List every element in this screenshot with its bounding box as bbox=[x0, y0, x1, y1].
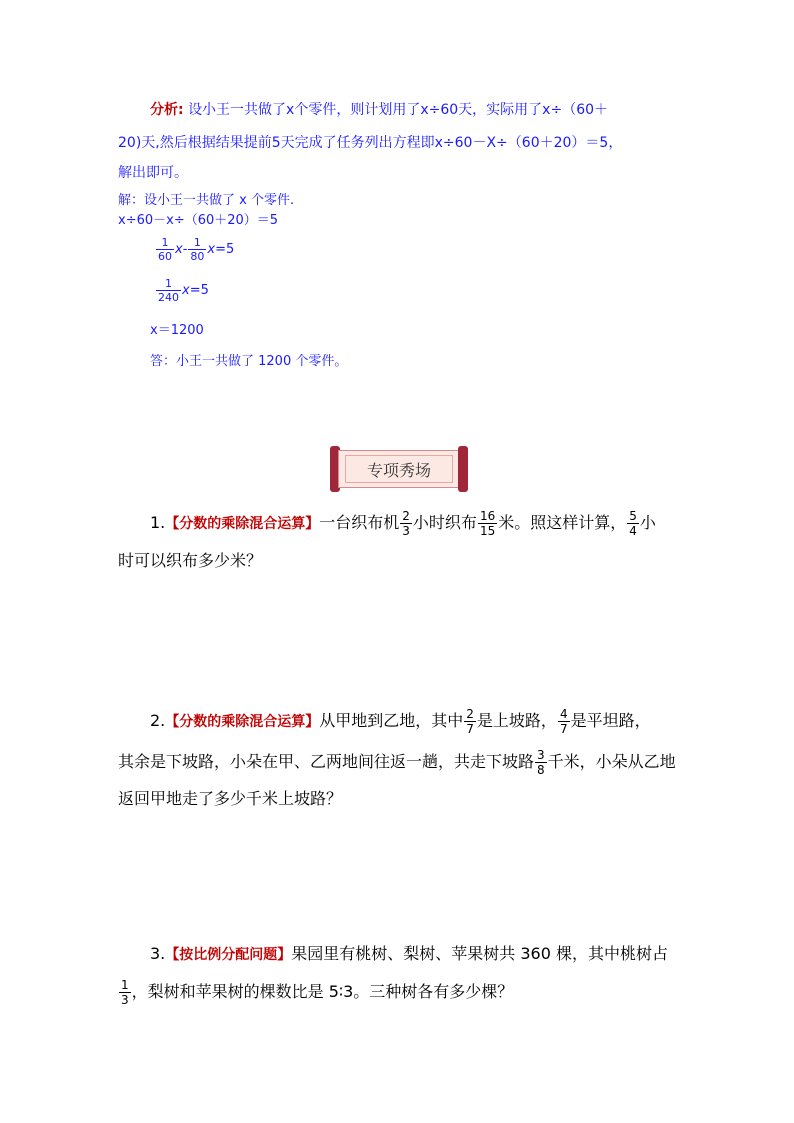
question-3-line-2: $\frac{1}{3}$ ，梨树和苹果树的棵数比是 5∶3。三种树各有多少棵？ bbox=[121, 978, 514, 1007]
fraction-5-4: $\frac{5}{4}$ bbox=[629, 509, 637, 538]
analysis-line-2: 20)天,然后根据结果提前5天完成了任务列出方程即x÷60－X÷（60＋20）＝5， bbox=[118, 135, 623, 151]
question-1-line-1: 1.【分数的乘除混合运算】一台织布机 $\frac{2}{3}$ 小时织布 $\frac{16}{15}$ 米。照这样计算， $\frac{5}{4}$ 小 bbox=[150, 509, 656, 538]
solution-equation: x÷60－x÷（60＋20）＝5 bbox=[118, 213, 279, 228]
section-banner bbox=[330, 446, 468, 492]
fraction-1-80: $\frac{1}{80}$ bbox=[190, 236, 205, 263]
fraction-1-240: $\frac{1}{240}$ bbox=[158, 277, 179, 304]
analysis-line-1: 分析: 设小王一共做了x个零件，则计划用了x÷60天，实际用了x÷（60＋ bbox=[150, 102, 609, 118]
analysis-label: 分析 bbox=[150, 102, 178, 118]
solution-intro: 解：设小王一共做了 x 个零件. bbox=[118, 193, 295, 208]
question-3-tag: 【按比例分配问题】 bbox=[165, 947, 292, 963]
scroll-rod-right bbox=[458, 446, 468, 492]
question-1-line-2: 时可以织布多少米？ bbox=[118, 551, 263, 570]
fraction-1-3: $\frac{1}{3}$ bbox=[121, 978, 129, 1007]
solution-step-1: $\frac{1}{60}$ x- $\frac{1}{80}$ x=5 bbox=[158, 236, 235, 263]
fraction-3-8: $\frac{3}{8}$ bbox=[537, 748, 545, 777]
banner-title: 专项秀场 bbox=[345, 455, 453, 483]
question-2-line-2: 其余是下坡路，小朵在甲、乙两地间往返一趟，共走下坡路 $\frac{3}{8}$ 千米，小朵从乙地 bbox=[118, 748, 676, 777]
question-2-tag: 【分数的乘除混合运算】 bbox=[165, 714, 320, 730]
question-2-line-1: 2.【分数的乘除混合运算】从甲地到乙地，其中 $\frac{2}{7}$ 是上坡路， $\frac{4}{7}$ 是平坦路， bbox=[150, 707, 651, 736]
question-3-line-1: 3.【按比例分配问题】果园里有桃树、梨树、苹果树共 360 棵，其中桃树占 bbox=[150, 944, 668, 963]
fraction-16-15: $\frac{16}{15}$ bbox=[479, 509, 496, 538]
solution-step-2: $\frac{1}{240}$ x=5 bbox=[158, 277, 209, 304]
question-2-line-3: 返回甲地走了多少千米上坡路？ bbox=[118, 789, 343, 808]
fraction-4-7: $\frac{4}{7}$ bbox=[559, 707, 568, 736]
question-1-tag: 【分数的乘除混合运算】 bbox=[165, 516, 320, 532]
solution-answer: 答：小王一共做了 1200 个零件。 bbox=[150, 354, 348, 369]
scroll-paper bbox=[338, 450, 460, 488]
solution-result: x＝1200 bbox=[150, 323, 204, 338]
fraction-2-3: $\frac{2}{3}$ bbox=[402, 509, 410, 538]
analysis-text-1: 设小王一共做了x个零件，则计划用了x÷60天，实际用了x÷（60＋ bbox=[188, 102, 609, 118]
analysis-line-3: 解出即可。 bbox=[118, 165, 188, 181]
fraction-2-7: $\frac{2}{7}$ bbox=[466, 707, 474, 736]
fraction-1-60: $\frac{1}{60}$ bbox=[158, 236, 172, 263]
